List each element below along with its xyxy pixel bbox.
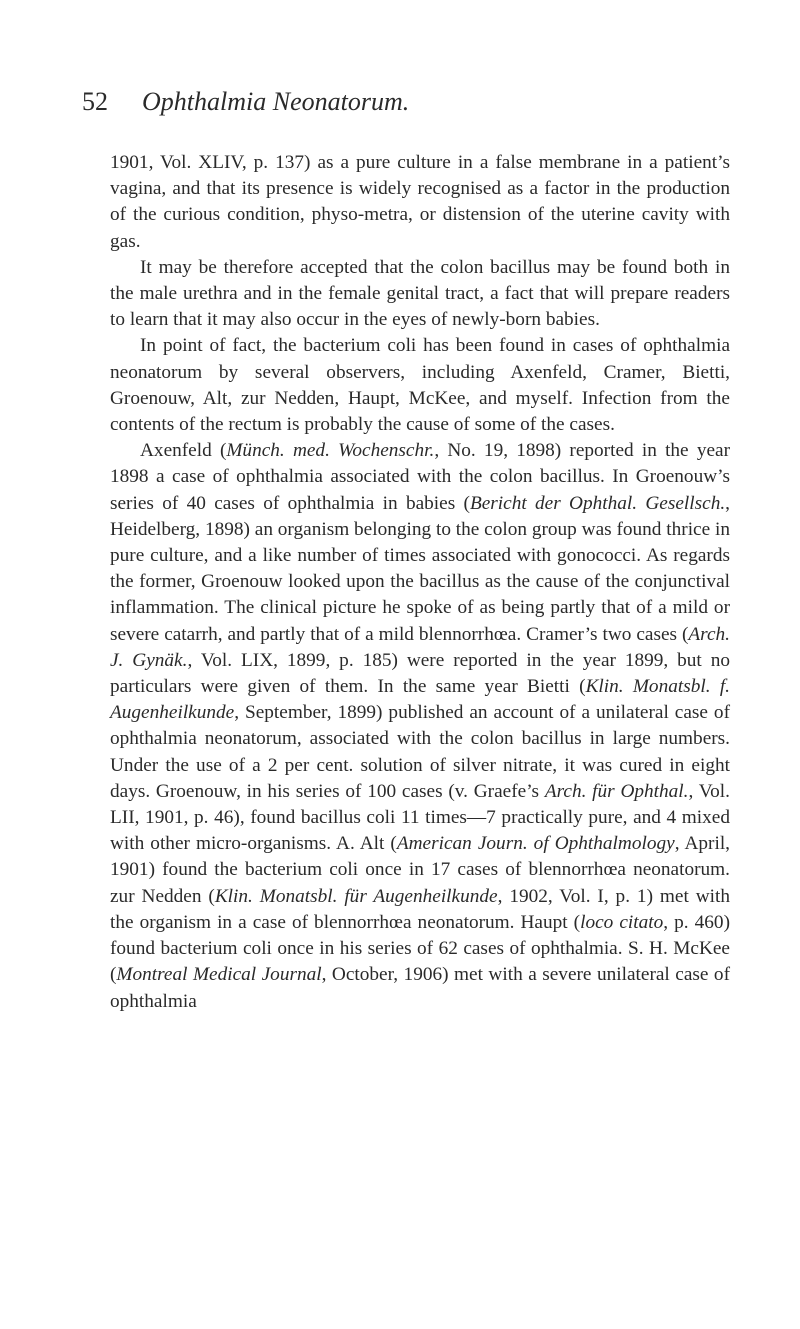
page-number: 52: [82, 87, 108, 116]
text-run: 1901, Vol. XLIV, p. 137) as a pure culture in a false membrane in a patient’s vagina, and that its presence is widely recognised as a factor in the production of the curious condition, physo-metra, or distension of the uterine cavity with gas.: [110, 152, 730, 252]
citation-title: Montreal Medical Journal: [116, 964, 322, 986]
text-run: In point of fact, the bacterium coli has been found in cases of ophthalmia neonatorum by several observers, including Axenfeld, Cramer, Bietti, Groenouw, Alt, zur Nedden, Haupt, McKee, and myself. Infection from the contents of the rectum is probably the cause of some of the cases.: [110, 335, 730, 436]
body-text: [110, 150, 730, 1015]
citation-title: Klin. Monatsbl. für Augenheilkunde: [214, 885, 498, 907]
text-run: , September, 1899) published an account of a unilateral case of ophthalmia neonatorum, associated with the colon bacillus in large numbers. Under the use of a 2 per cent. solution of silver nitrate, it was cured in eight days. Groenouw, in his series of 100 cases (v. Graefe’s: [110, 702, 730, 802]
text-run: It may be therefore accepted that the colon bacillus may be found both in the male urethra and in the female genital tract, a fact that will prepare readers to learn that it may also occur in the eyes of newly-born babies.: [110, 256, 730, 331]
paragraph: [110, 438, 730, 1014]
citation-title: Arch. J. Gynäk.: [110, 623, 730, 671]
citation-title: American Journ. of Ophthalmology: [396, 833, 675, 855]
text-run: , April, 1901) found the bacterium coli once in 17 cases of blennorrhœa neonatorum. zur Nedden (: [110, 833, 730, 907]
paragraph: [110, 255, 730, 334]
text-run: , No. 19, 1898) reported in the year 1898 a case of ophthalmia associated with the colon bacillus. In Groenouw’s series of 40 cases of ophthalmia in babies (: [110, 440, 731, 514]
text-run: , p. 460) found bacterium coli once in his series of 62 cases of ophthalmia. S. H. McKee (: [110, 911, 730, 986]
citation-title: Münch. med. Wochenschr.: [226, 440, 435, 462]
text-run: , Vol. LII, 1901, p. 46), found bacillus coli 11 times—7 practically pure, and 4 mixed with other micro-organisms. A. Alt (: [110, 780, 730, 855]
text-run: , 1902, Vol. I, p. 1) met with the organism in a case of blennorrhœa neonatorum. Haupt (: [110, 885, 730, 933]
text-run: Axenfeld (: [140, 440, 227, 462]
citation-title: Bericht der Ophthal. Gesellsch.: [469, 492, 726, 514]
text-run: , Vol. LIX, 1899, p. 185) were reported in the year 1899, but no particulars were given of them. In the same year Bietti (: [110, 649, 730, 698]
running-head: [82, 82, 732, 122]
citation-title: Arch. für Ophthal.: [544, 780, 689, 802]
running-title: Ophthalmia Neonatorum.: [142, 87, 410, 116]
paragraph: [110, 150, 730, 255]
citation-title: Klin. Monatsbl. f. Augenheilkunde: [110, 676, 730, 724]
text-run: , October, 1906) met with a severe unilateral case of ophthalmia: [110, 964, 730, 1012]
text-run: , Heidelberg, 1898) an organism belonging to the colon group was found thrice in pure culture, and a like number of times associated with gonococci. As regards the former, Groenouw looked upon the bacillus as the cause of the conjunctival inflammation. The clinical picture he spoke of as being partly that of a mild or severe catarrh, and partly that of a mild blennorrhœa. Cramer’s two cases (: [110, 492, 730, 645]
paragraph: [110, 333, 730, 438]
citation-title: loco citato: [580, 911, 664, 933]
